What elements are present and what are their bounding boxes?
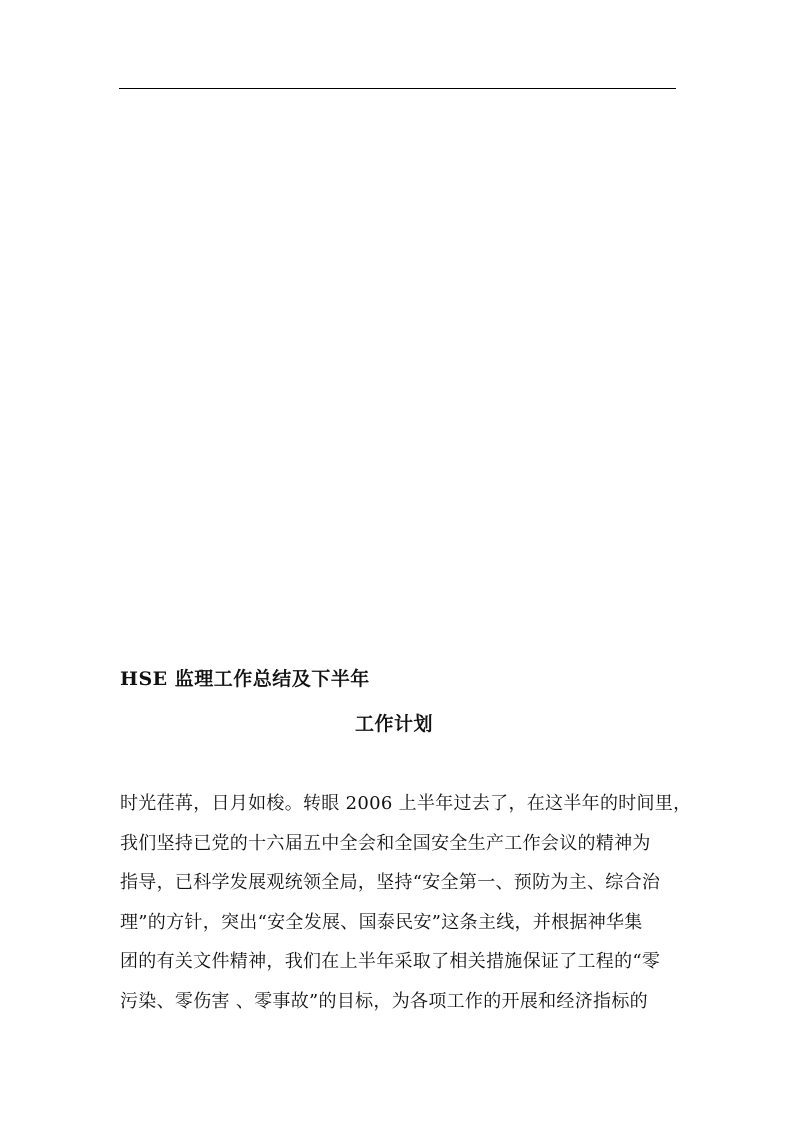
body-line: 时光荏苒，日月如梭。转眼 2006 上半年过去了，在这半年的时间里， (120, 793, 692, 814)
body-line: 理”的方针，突出“安全发展、国泰民安”这条主线，并根据神华集 (120, 911, 643, 933)
document-body (120, 790, 692, 1027)
document-title-line-2: 工作计划 (355, 713, 434, 735)
document-title-line-1: HSE 监理工作总结及下半年 (120, 668, 370, 690)
body-line: 我们坚持已党的十六届五中全会和全国安全生产工作会议的精神为 (120, 832, 651, 854)
body-line: 团的有关文件精神，我们在上半年采取了相关措施保证了工程的“零 (120, 951, 661, 972)
header-rule (119, 88, 676, 89)
body-line: 污染、零伤害 、零事故”的目标，为各项工作的开展和经济指标的 (120, 990, 648, 1012)
body-line: 指导，已科学发展观统领全局，坚持“安全第一、预防为主、综合治 (120, 872, 661, 893)
